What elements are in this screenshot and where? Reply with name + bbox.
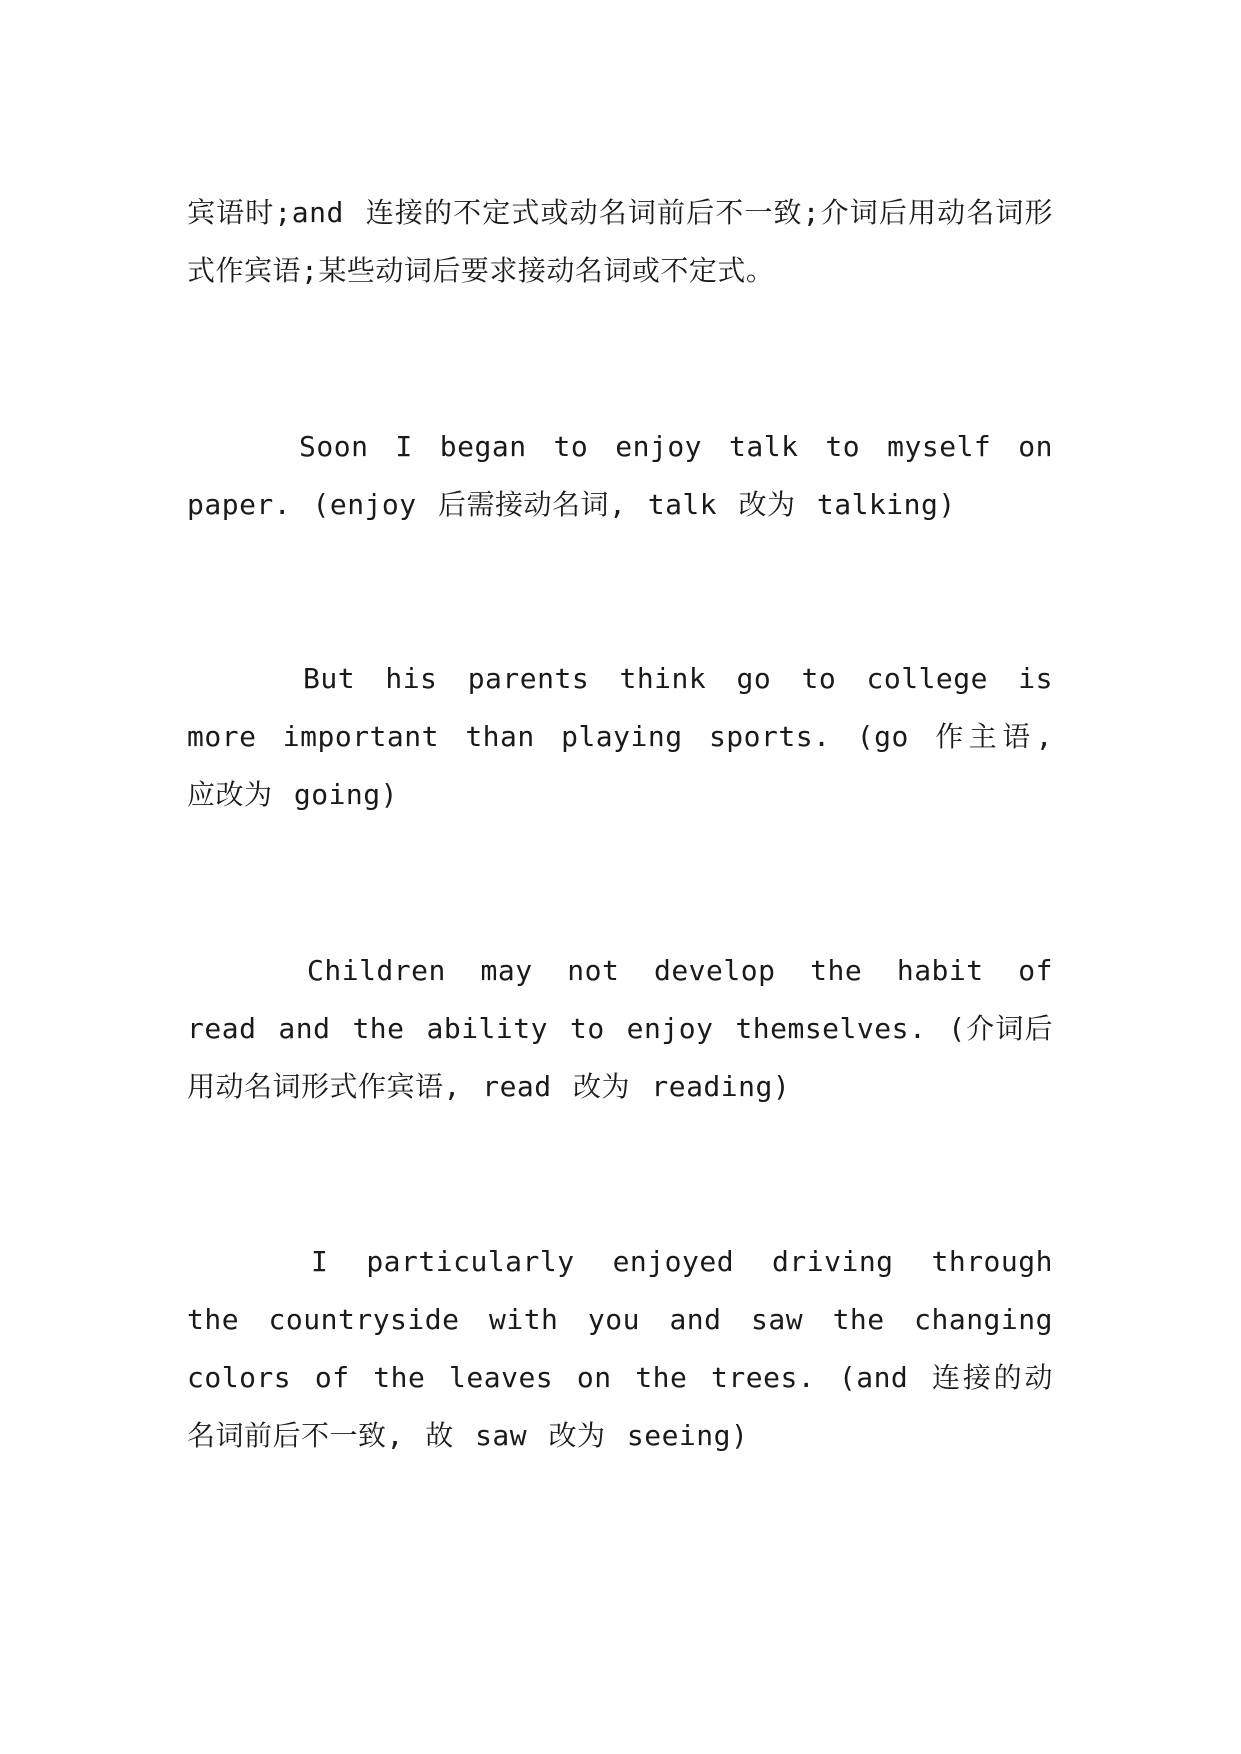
paragraph-example-enjoy-talking: Soon I began to enjoy talk to myself on paper. (enjoy 后需接动名词, talk 改为 talking) [187, 430, 1053, 521]
paragraph-example-going-as-subject: But his parents think go to college is more important than playing sports. (go 作主语, 应改为 going) [187, 662, 1053, 811]
paragraph-example-parallel-gerunds: I particularly enjoyed driving through the countryside with you and saw the changing colors of the leaves on the trees. (and 连接的动名词前后不一致, 故 saw 改为 seeing) [187, 1245, 1053, 1452]
paragraph-example-habit-of-reading: Children may not develop the habit of read and the ability to enjoy themselves. (介词后用动名词形式作宾语, read 改为 reading) [187, 954, 1053, 1103]
paragraph-grammar-summary: 宾语时;and 连接的不定式或动名词前后不一致;介词后用动名词形式作宾语;某些动词后要求接动名词或不定式。 [187, 196, 1053, 287]
